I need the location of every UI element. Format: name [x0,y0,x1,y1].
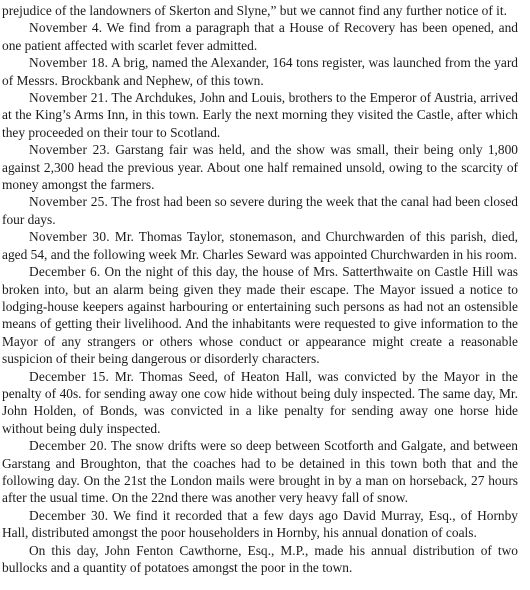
entry-november-25 [2,193,518,228]
entry-text: prejudice of the landowners of Skerton and Slyne,” but we cannot find any further notice of it. [2,3,507,18]
entry-november-18 [2,54,518,89]
entry-november-4 [2,19,518,54]
entry-november-23 [2,141,518,193]
entry-text: We find from a paragraph that a House of Recovery has been opened, and one patient affected with scarlet fever admitted. [2,20,518,53]
entry-date: November 30. [29,229,110,245]
entry-text: Garstang fair was held, and the show was small, their being only 1,800 against 2,300 head the previous year. About one half remained unsold, owing to the scarcity of money amongst the farmers. [2,142,518,193]
entry-text: The snow drifts were so deep between Scotforth and Galgate, and between Garstang and Broughton, that the coaches had to be detained in this town both that and the following day. On the 21st the London mails were brought in by a man on horseback, 27 hours after the usual time. On the 22nd there was another very heavy fall of snow. [2,438,518,506]
entry-date: December 30. [29,507,109,523]
entry-text: Mr. Thomas Seed, of Heaton Hall, was convicted by the Mayor in the penalty of 40s. for sending away one cow hide without being duly inspected. The same day, Mr. John Holden, of Bonds, was convicted in a like penalty for sending away one horse hide without being duly inspected. [2,368,518,436]
entry-date: November 23. [29,142,110,158]
entry-text: The frost had been so severe during the week that the canal had been closed four days. [2,194,518,227]
entry-date: November 4. [29,20,103,36]
entry-text: On this day, John Fenton Cawthorne, Esq., M.P., made his annual distribution of two bullocks and a quantity of potatoes amongst the poor in the town. [2,542,518,575]
entry-text: We find it recorded that a few days ago David Murray, Esq., of Hornby Hall, distributed amongst the poor householders in Hornby, his annual donation of coals. [2,507,518,541]
paragraph-continuation [2,2,518,19]
entry-date: December 15. [29,368,110,384]
entry-november-21 [2,89,518,141]
entry-november-30 [2,228,518,263]
entry-date: December 20. [29,438,108,454]
entry-date: November 25. [29,194,109,210]
entry-date: November 18. [29,55,109,71]
entry-text: A brig, named the Alexander, 164 tons register, was launched from the yard of Messrs. Brockbank and Nephew, of this town. [2,55,518,88]
entry-december-20 [2,437,518,507]
entry-date: November 21. [29,90,109,106]
entry-text: Mr. Thomas Taylor, stonemason, and Churchwarden of this parish, died, aged 54, and the following week Mr. Charles Seward was appointed Churchwarden in his room. [2,229,518,262]
entry-date: December 6. [29,264,101,280]
entry-text: On the night of this day, the house of Mrs. Satterthwaite on Castle Hill was broken into, but an alarm being given they made their escape. The Mayor issued a notice to lodging-house keepers against harbouring or entertaining such persons as had not an ostensible means of getting their livelihood. And the inhabitants were requested to give information to the Mayor of any strangers or others whose conduct or appearance might create a reasonable suspicion of their being dangerous or disorderly characters. [2,264,518,367]
entry-text: The Archdukes, John and Louis, brothers to the Emperor of Austria, arrived at the King’s Arms Inn, in this town. Early the next morning they visited the Castle, after which they proceeded on their tour to Scotland. [2,90,518,140]
entry-december-15 [2,368,518,438]
entry-december-30 [2,507,518,542]
entry-december-6 [2,263,518,367]
entry-december-30-continued [2,542,518,577]
